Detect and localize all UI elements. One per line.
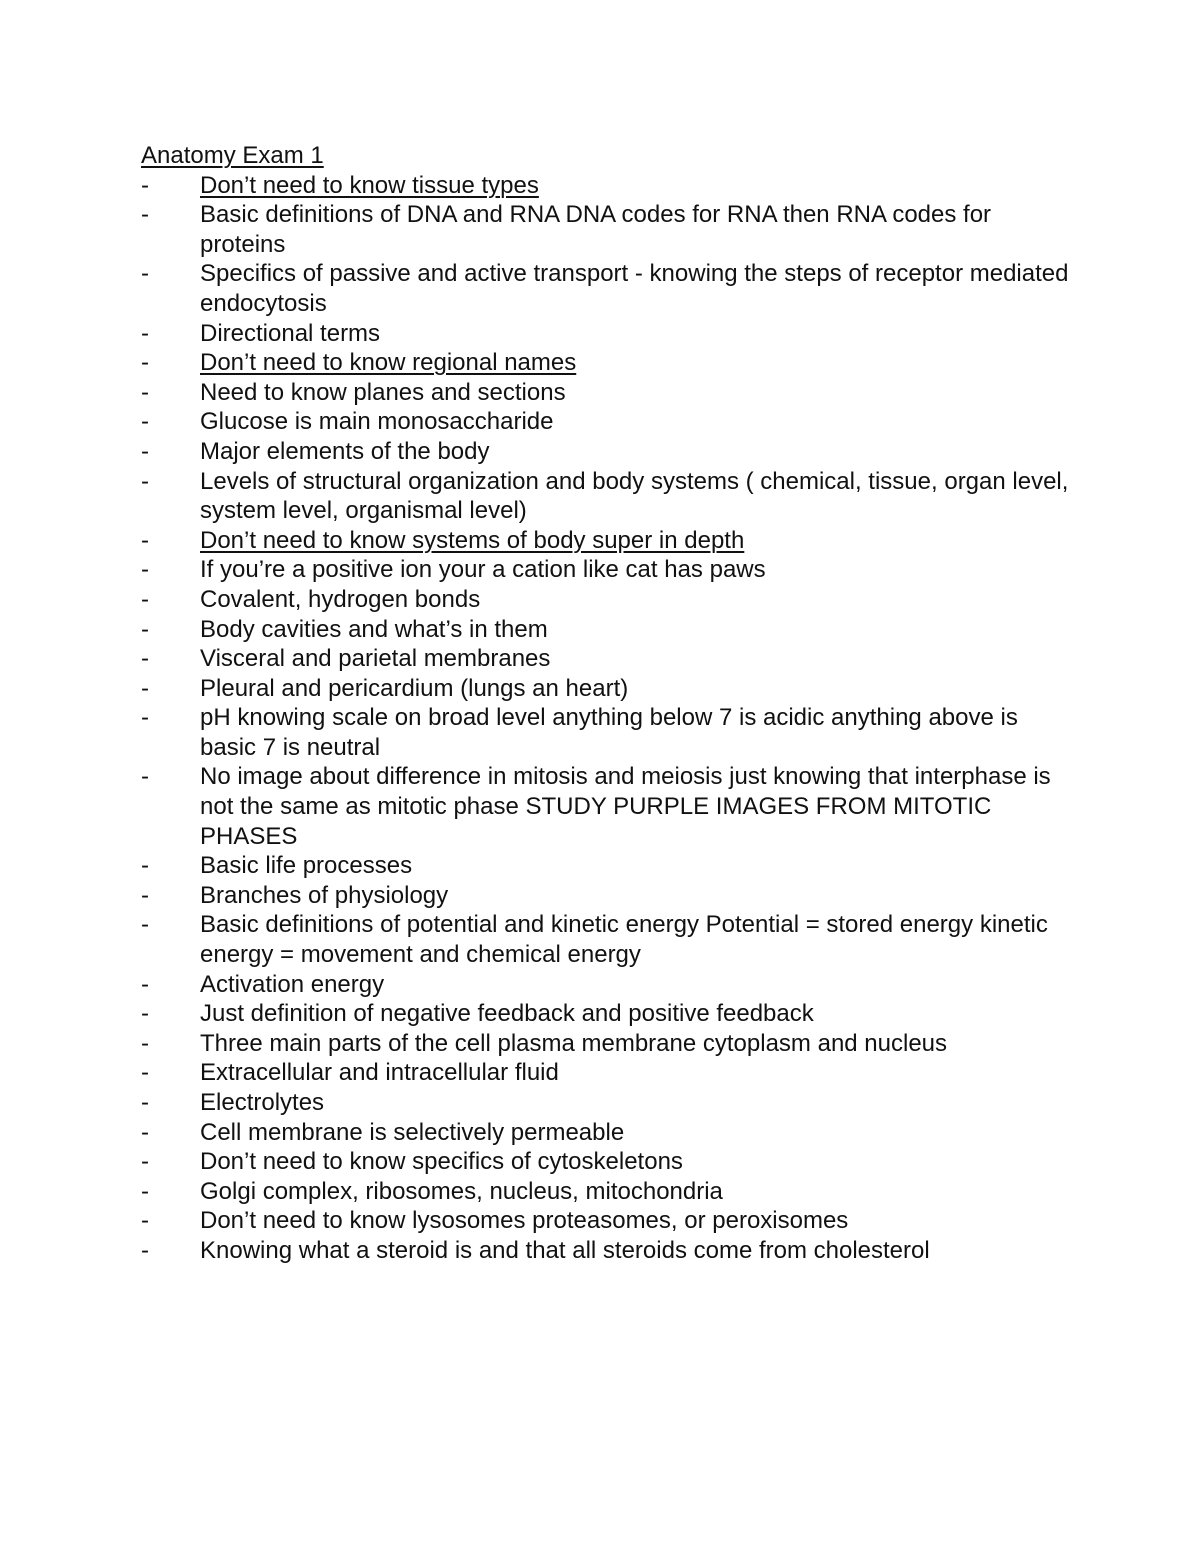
list-item-text: Extracellular and intracellular fluid <box>200 1059 559 1087</box>
list-item <box>141 1118 1071 1148</box>
list-item-text: Just definition of negative feedback and positive feedback <box>200 1000 814 1028</box>
list-item <box>141 319 1071 349</box>
list-item <box>141 259 1071 318</box>
list-item <box>141 644 1071 674</box>
bullet-marker: - <box>141 1207 149 1235</box>
bullet-marker: - <box>141 1000 149 1028</box>
bullet-marker: - <box>141 763 149 791</box>
bullet-marker: - <box>141 319 149 347</box>
list-item-text: Glucose is main monosaccharide <box>200 408 554 436</box>
list-item-text: Activation energy <box>200 970 385 998</box>
list-item-text: Directional terms <box>200 319 381 347</box>
bullet-marker: - <box>141 970 149 998</box>
list-item-text: Don’t need to know systems of body super in depth <box>200 526 745 554</box>
bullet-marker: - <box>141 260 149 288</box>
bullet-marker: - <box>141 1059 149 1087</box>
list-item <box>141 1147 1071 1177</box>
bullet-marker: - <box>141 1236 149 1264</box>
list-item <box>141 526 1071 556</box>
list-item-text: Branches of physiology <box>200 881 449 909</box>
list-item <box>141 1088 1071 1118</box>
document-body <box>141 141 1071 1266</box>
bullet-marker: - <box>141 704 149 732</box>
bullet-marker: - <box>141 201 149 229</box>
list-item-text: Body cavities and what’s in them <box>200 615 548 643</box>
list-item <box>141 1029 1071 1059</box>
list-item <box>141 851 1071 881</box>
list-item-text: Cell membrane is selectively permeable <box>200 1118 625 1146</box>
list-item-text: Don’t need to know regional names <box>200 349 577 377</box>
bullet-marker: - <box>141 1029 149 1057</box>
bullet-marker: - <box>141 585 149 613</box>
list-item <box>141 348 1071 378</box>
bullet-marker: - <box>141 674 149 702</box>
list-item-text: Three main parts of the cell plasma membrane cytoplasm and nucleus <box>200 1029 948 1057</box>
bullet-marker: - <box>141 349 149 377</box>
list-item <box>141 999 1071 1029</box>
list-item <box>141 437 1071 467</box>
list-item <box>141 1177 1071 1207</box>
bullet-marker: - <box>141 171 149 199</box>
list-item-text: Don’t need to know specifics of cytoskeletons <box>200 1148 683 1176</box>
bullet-marker: - <box>141 645 149 673</box>
list-item <box>141 1236 1071 1266</box>
bullet-marker: - <box>141 556 149 584</box>
bullet-marker: - <box>141 378 149 406</box>
list-item-text: If you’re a positive ion your a cation like cat has paws <box>200 556 766 584</box>
list-item-text: Levels of structural organization and body systems ( chemical, tissue, organ level, system level, organismal level) <box>200 467 1069 525</box>
list-item-text: Golgi complex, ribosomes, nucleus, mitochondria <box>200 1177 723 1205</box>
list-item-text: Covalent, hydrogen bonds <box>200 585 481 613</box>
document-title: Anatomy Exam 1 <box>141 142 324 169</box>
bullet-marker: - <box>141 852 149 880</box>
list-item-text: Need to know planes and sections <box>200 378 566 406</box>
list-item <box>141 171 1071 201</box>
list-item-text: Electrolytes <box>200 1089 325 1116</box>
list-item <box>141 407 1071 437</box>
list-item <box>141 1058 1071 1088</box>
list-item-text: Knowing what a steroid is and that all steroids come from cholesterol <box>200 1236 930 1264</box>
list-item <box>141 615 1071 645</box>
list-item <box>141 1206 1071 1236</box>
list-item <box>141 970 1071 1000</box>
bullet-marker: - <box>141 467 149 495</box>
bullet-marker: - <box>141 911 149 939</box>
list-item-text: Don’t need to know tissue types <box>200 171 539 199</box>
bullet-marker: - <box>141 408 149 436</box>
bullet-marker: - <box>141 1089 149 1116</box>
list-item-text: Major elements of the body <box>200 437 490 465</box>
list-item <box>141 881 1071 911</box>
list-item-text: No image about difference in mitosis and meiosis just knowing that interphase is not the same as mitotic phase STUDY PURPLE IMAGES FROM MITOTIC PHASES <box>200 763 1051 850</box>
list-item <box>141 703 1071 762</box>
bullet-marker: - <box>141 1148 149 1176</box>
list-item-text: Basic definitions of potential and kinetic energy Potential = stored energy kinetic energy = movement and chemical energy <box>200 911 1048 969</box>
bullet-marker: - <box>141 437 149 465</box>
list-item-text: pH knowing scale on broad level anything below 7 is acidic anything above is basic 7 is neutral <box>200 704 1018 761</box>
list-item <box>141 555 1071 585</box>
list-item-text: Pleural and pericardium (lungs an heart) <box>200 674 629 702</box>
list-item <box>141 674 1071 704</box>
bullet-marker: - <box>141 1118 149 1146</box>
bullet-marker: - <box>141 615 149 643</box>
notes-list <box>141 171 1071 1266</box>
list-item <box>141 378 1071 408</box>
list-item <box>141 762 1071 851</box>
list-item <box>141 585 1071 615</box>
bullet-marker: - <box>141 881 149 909</box>
list-item-text: Specifics of passive and active transport - knowing the steps of receptor mediated endocytosis <box>200 260 1069 317</box>
list-item-text: Basic life processes <box>200 852 413 880</box>
list-item <box>141 467 1071 526</box>
list-item-text: Don’t need to know lysosomes proteasomes, or peroxisomes <box>200 1207 849 1235</box>
bullet-marker: - <box>141 1177 149 1205</box>
list-item <box>141 910 1071 969</box>
list-item-text: Visceral and parietal membranes <box>200 645 551 673</box>
list-item-text: Basic definitions of DNA and RNA DNA codes for RNA then RNA codes for proteins <box>200 201 992 258</box>
list-item <box>141 200 1071 259</box>
bullet-marker: - <box>141 526 149 554</box>
